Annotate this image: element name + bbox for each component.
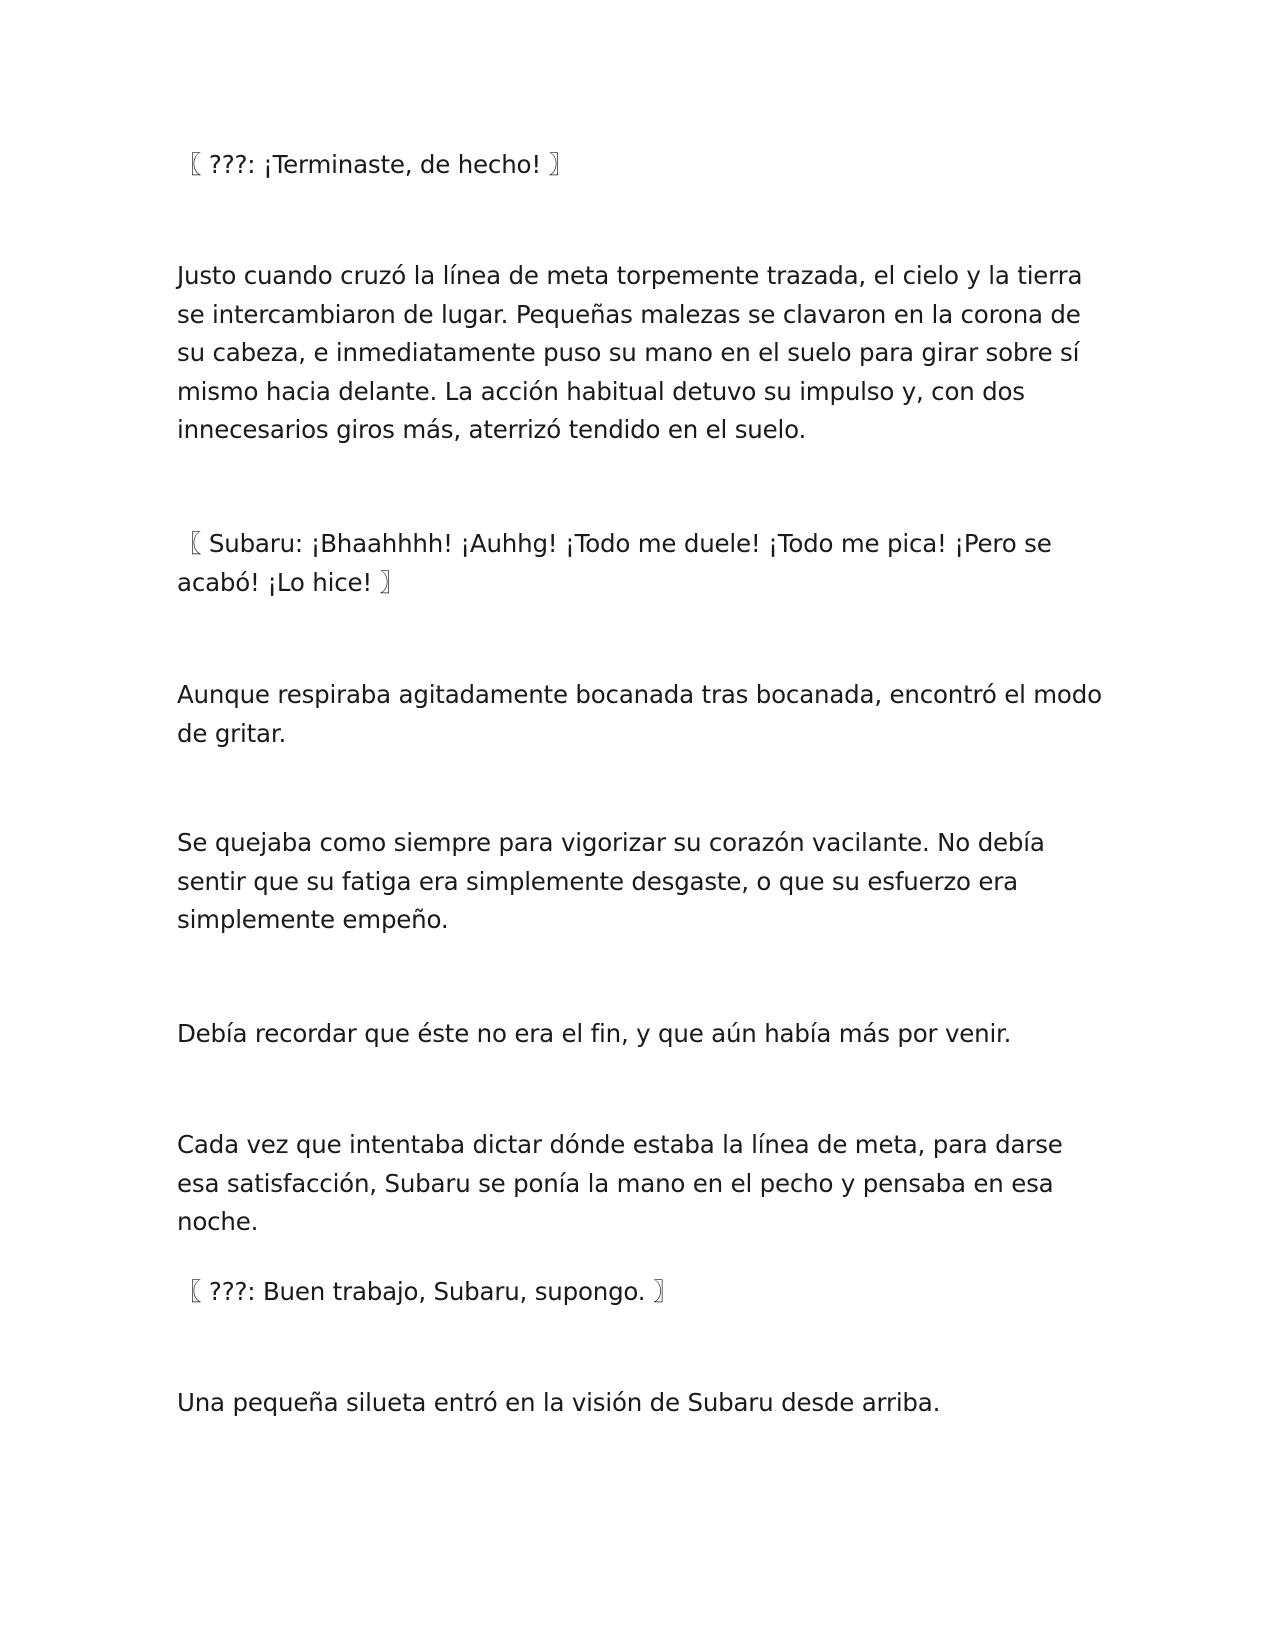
narration-paragraph: Se quejaba como siempre para vigorizar su corazón vacilante. No debía sentir que su fatiga era simplemente desgaste, o que su esfuerzo era simplemente empeño. — [177, 828, 1045, 934]
narration-paragraph: Justo cuando cruzó la línea de meta torpemente trazada, el cielo y la tierra se intercambiaron de lugar. Pequeñas malezas se clavaron en la corona de su cabeza, e inmediatamente puso su mano en el suelo para girar sobre sí mismo hacia delante. La acción habitual detuvo su impulso y, con dos innecesarios giros más, aterrizó tendido en el suelo. — [177, 261, 1083, 444]
narration-paragraph: Aunque respiraba agitadamente bocanada tras bocanada, encontró el modo de gritar. — [177, 680, 1102, 748]
dialogue-line: 〖 ???: Buen trabajo, Subaru, supongo. 〗 — [177, 1277, 678, 1306]
dialogue-line: 〖 ???: ¡Terminaste, de hecho! 〗 — [177, 150, 573, 179]
dialogue-line: 〖 Subaru: ¡Bhaahhhh! ¡Auhhg! ¡Todo me duele! ¡Todo me pica! ¡Pero se acabó! ¡Lo hice! 〗 — [177, 529, 1052, 597]
narration-paragraph: Cada vez que intentaba dictar dónde estaba la línea de meta, para darse esa satisfacción, Subaru se ponía la mano en el pecho y pensaba en esa noche. — [177, 1130, 1063, 1236]
narration-paragraph: Una pequeña silueta entró en la visión de Subaru desde arriba. — [177, 1388, 941, 1417]
narration-paragraph: Debía recordar que éste no era el fin, y que aún había más por venir. — [177, 1019, 1012, 1048]
